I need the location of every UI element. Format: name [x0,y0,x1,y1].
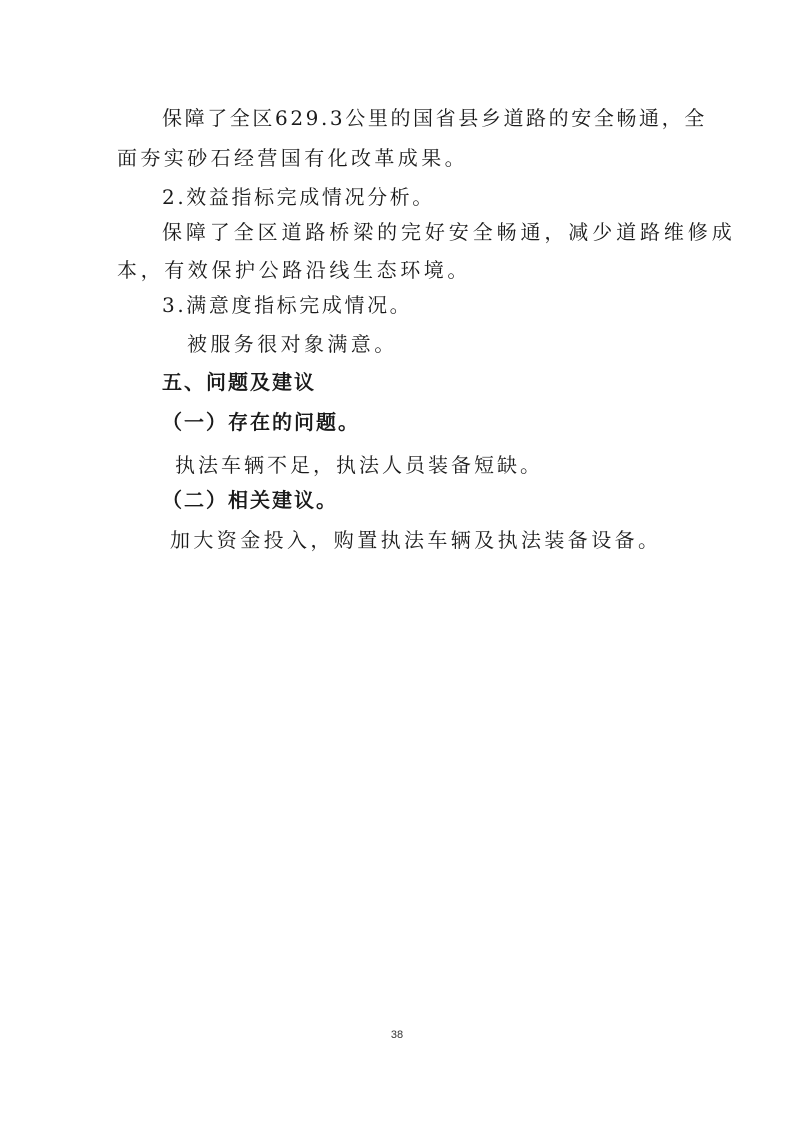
problems-text: 执法车辆不足，执法人员装备短缺。 [175,453,543,477]
page-number: 38 [390,1029,404,1041]
list-item-satisfaction: 3.满意度指标完成情况。 [162,293,413,317]
section-heading: 五、问题及建议 [162,370,316,394]
list-item-efficiency: 2.效益指标完成情况分析。 [162,185,435,209]
subsection-heading-suggestions: （二）相关建议。 [162,488,338,512]
suggestions-text: 加大资金投入，购置执法车辆及执法装备设备。 [170,528,662,552]
paragraph-line: 被服务很对象满意。 [187,332,398,356]
subsection-heading-problems: （一）存在的问题。 [162,410,360,434]
paragraph-line: 本，有效保护公路沿线生态环境。 [117,258,471,282]
paragraph-line: 保障了全区道路桥梁的完好安全畅通，减少道路维修成 [162,220,736,244]
paragraph-line: 面夯实砂石经营国有化改革成果。 [117,146,468,170]
paragraph-line: 保障了全区629.3公里的国省县乡道路的安全畅通，全 [162,106,707,130]
